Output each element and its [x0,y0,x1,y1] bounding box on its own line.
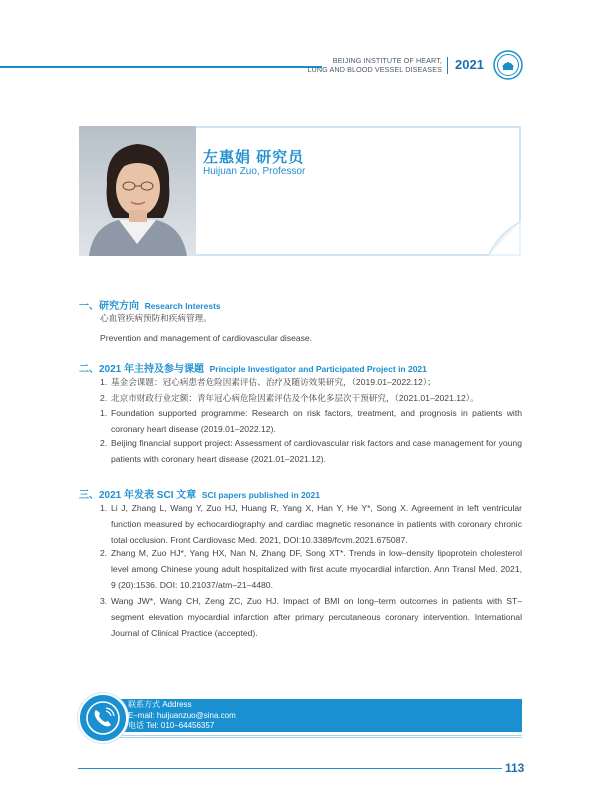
page-number: 113 [505,761,525,775]
contact-email[interactable]: E–mail: huijuanzuo@sina.com [128,710,236,720]
contact-label: 联系方式 Address [128,700,192,709]
item-text: Li J, Zhang L, Wang Y, Zuo HJ, Huang R, Yang X, Han Y, He Y*, Song X. Agreement in left ventricular function measured by echocardiography and cardiac magnetic resonance in patients with coronary chronic total occlusion. Front Cardiovasc Med. 2021, DOI:10.3389/fcvm.2021.675087. [111,503,522,546]
item-text: Beijing financial support project: Assessment of cardiovascular risk factors and case management for young patients with coronary heart disease (2021.01–2021.12). [111,438,522,465]
section-heading-en: Research Interests [144,301,221,311]
institute-name-line1: BEIJING INSTITUTE OF HEART, [332,56,442,65]
section-heading-sci-papers [79,486,320,501]
item-number: 2. [100,393,108,403]
item-number: 3. [100,596,108,606]
contact-underline [110,735,522,738]
section-heading-cn: 二、2021 年主持及参与课题 [79,364,205,375]
section-heading-projects [79,360,427,375]
phone-icon [80,695,126,741]
item-number: 1. [100,503,108,513]
item-number: 1. [100,408,108,418]
item-number: 2. [100,438,108,448]
contact-phone: 电话 Tel: 010–64456357 [128,721,215,730]
research-interest-en: Prevention and management of cardiovascular disease. [100,333,313,344]
name-english: Huijuan Zuo, Professor [203,166,306,177]
item-number: 2. [100,548,108,558]
list-item [100,374,522,390]
section-heading-cn: 三、2021 年发表 SCI 文章 [79,490,197,501]
name-chinese: 左惠娟 研究员 [203,149,305,166]
item-text: Zhang M, Zuo HJ*, Yang HX, Nan N, Zhang DF, Song XT*. Trends in low–density lipoprotein cholesterol level among Chinese young adult hospitalized with first acute myocardial infarction. Ann Transl Med. 2021, 9 (20):1536. DOI: 10.21037/atm–21–4480. [111,548,522,591]
header-year: 2021 [455,57,484,72]
portrait-photo [79,126,196,256]
item-text: Foundation supported programme: Research on risk factors, treatment, and prognosis in patients with coronary heart disease (2019.01–2022.12). [111,408,522,435]
list-item [100,593,522,642]
list-item [100,435,522,468]
section-heading-en: SCI papers published in 2021 [201,490,320,500]
list-item [100,545,522,594]
research-interests-body [100,310,520,346]
contact-badge [78,693,128,743]
list-item [100,500,522,549]
section-heading-cn: 一、研究方向 [79,301,139,312]
item-text: 基金会课题：冠心病患者危险因素评估、治疗及随访效果研究，（2019.01–2022.12）； [111,377,436,387]
footer-rule [78,768,502,769]
research-interest-cn: 心血管疾病预防和疾病管理。 [100,313,212,323]
contact-info [128,700,236,732]
institute-name-line2: LUNG AND BLOOD VESSEL DISEASES [307,65,442,74]
header-rule [0,66,322,68]
header-separator [447,57,448,74]
item-text: 北京市财政行业定额：青年冠心病危险因素评估及个体化多层次干预研究，（2021.01–2021.12）。 [111,393,479,403]
item-text: Wang JW*, Wang CH, Zeng ZC, Zuo HJ. Impact of BMI on long–term outcomes in patients with ST–segment elevation myocardial infarction after primary percutaneous coronary intervention. International Journal of Clinical Practice (accepted). [111,596,522,639]
list-item [100,405,522,438]
list-item [100,390,522,406]
institute-name [307,56,442,74]
item-number: 1. [100,377,108,387]
institute-logo-icon [493,50,523,80]
section-heading-en: Principle Investigator and Participated Project in 2021 [209,364,427,374]
